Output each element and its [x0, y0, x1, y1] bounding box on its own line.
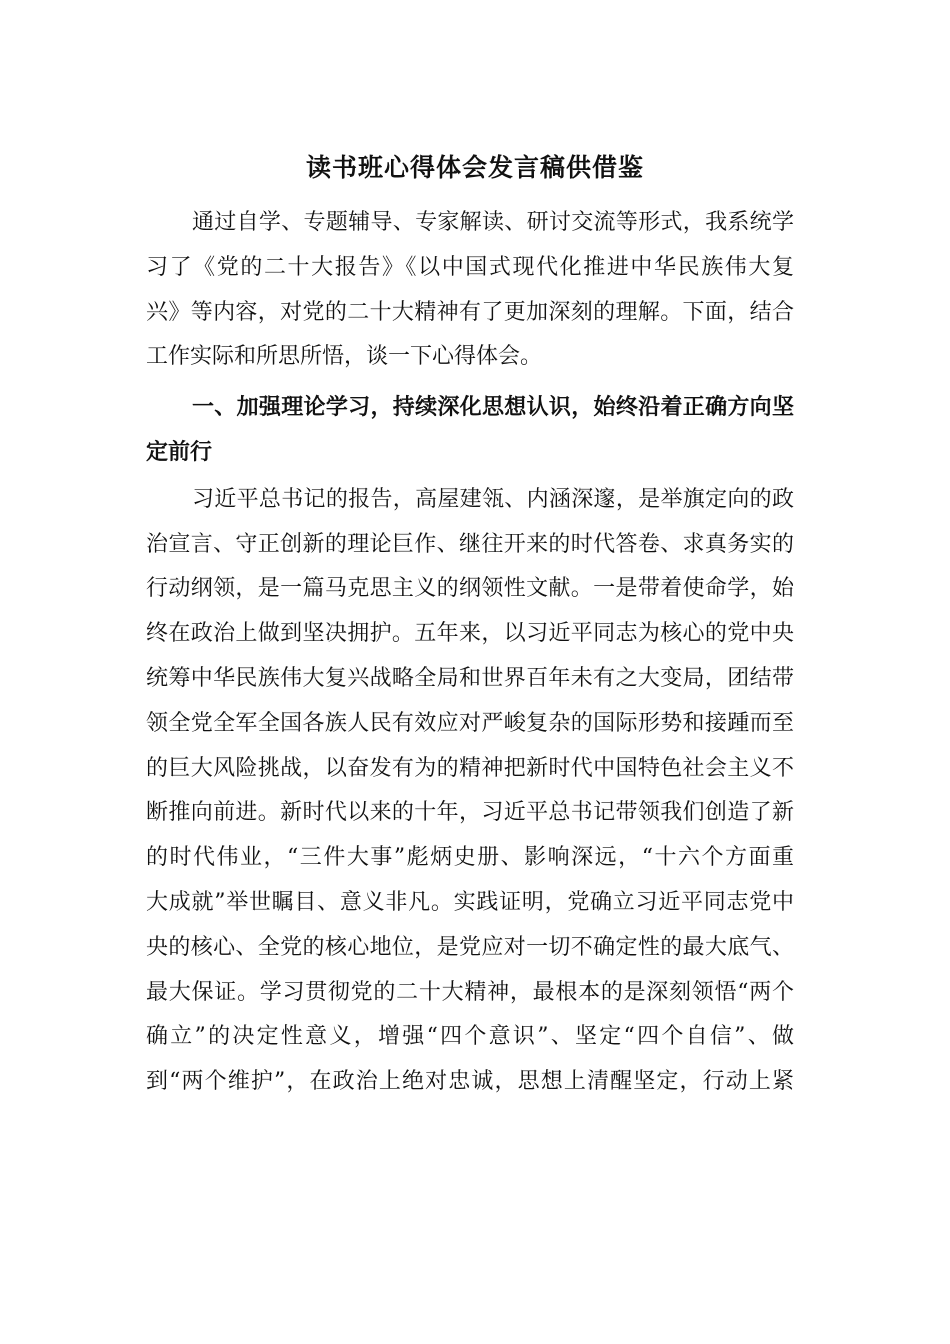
paragraph-line: 的巨大风险挑战，以奋发有为的精神把新时代中国特色社会主义不	[146, 755, 794, 781]
intro-paragraph	[146, 201, 794, 380]
paragraph-line: 最大保证。学习贯彻党的二十大精神，最根本的是深刻领悟“两个	[146, 979, 794, 1005]
section-paragraph	[146, 478, 794, 1105]
intro-line: 通过自学、专题辅导、专家解读、研讨交流等形式，我系统学	[192, 210, 794, 235]
document-body	[146, 201, 794, 1111]
section-heading	[146, 386, 794, 476]
paragraph-line: 确立”的决定性意义，增强“四个意识”、坚定“四个自信”、做	[146, 1024, 794, 1050]
section-heading-line: 定前行	[146, 439, 213, 465]
paragraph-line: 央的核心、全党的核心地位，是党应对一切不确定性的最大底气、	[146, 934, 794, 960]
paragraph-line: 习近平总书记的报告，高屋建瓴、内涵深邃，是举旗定向的政	[192, 486, 794, 512]
paragraph-line: 行动纲领，是一篇马克思主义的纲领性文献。一是带着使命学，始	[146, 576, 794, 602]
paragraph-line: 的时代伟业，“三件大事”彪炳史册、影响深远，“十六个方面重	[146, 845, 794, 871]
paragraph-line: 统筹中华民族伟大复兴战略全局和世界百年未有之大变局，团结带	[146, 665, 794, 691]
paragraph-line: 大成就”举世瞩目、意义非凡。实践证明，党确立习近平同志党中	[146, 889, 794, 915]
paragraph-line: 终在政治上做到坚决拥护。五年来，以习近平同志为核心的党中央	[146, 621, 794, 647]
paragraph-line: 治宣言、守正创新的理论巨作、继往开来的时代答卷、求真务实的	[146, 531, 794, 557]
intro-line: 工作实际和所思所悟，谈一下心得体会。	[146, 344, 543, 370]
paragraph-line: 领全党全军全国各族人民有效应对严峻复杂的国际形势和接踵而至	[146, 710, 794, 736]
section-heading-line: 一、加强理论学习，持续深化思想认识，始终沿着正确方向坚	[192, 395, 794, 421]
document-title: 读书班心得体会发言稿供借鉴	[305, 153, 644, 182]
paragraph-line: 到“两个维护”，在政治上绝对忠诚，思想上清醒坚定，行动上紧	[146, 1069, 794, 1095]
paragraph-line: 断推向前进。新时代以来的十年，习近平总书记带领我们创造了新	[146, 800, 794, 826]
intro-line: 兴》等内容，对党的二十大精神有了更加深刻的理解。下面，结合	[146, 299, 794, 325]
intro-line: 习了《党的二十大报告》《以中国式现代化推进中华民族伟大复	[146, 254, 794, 280]
